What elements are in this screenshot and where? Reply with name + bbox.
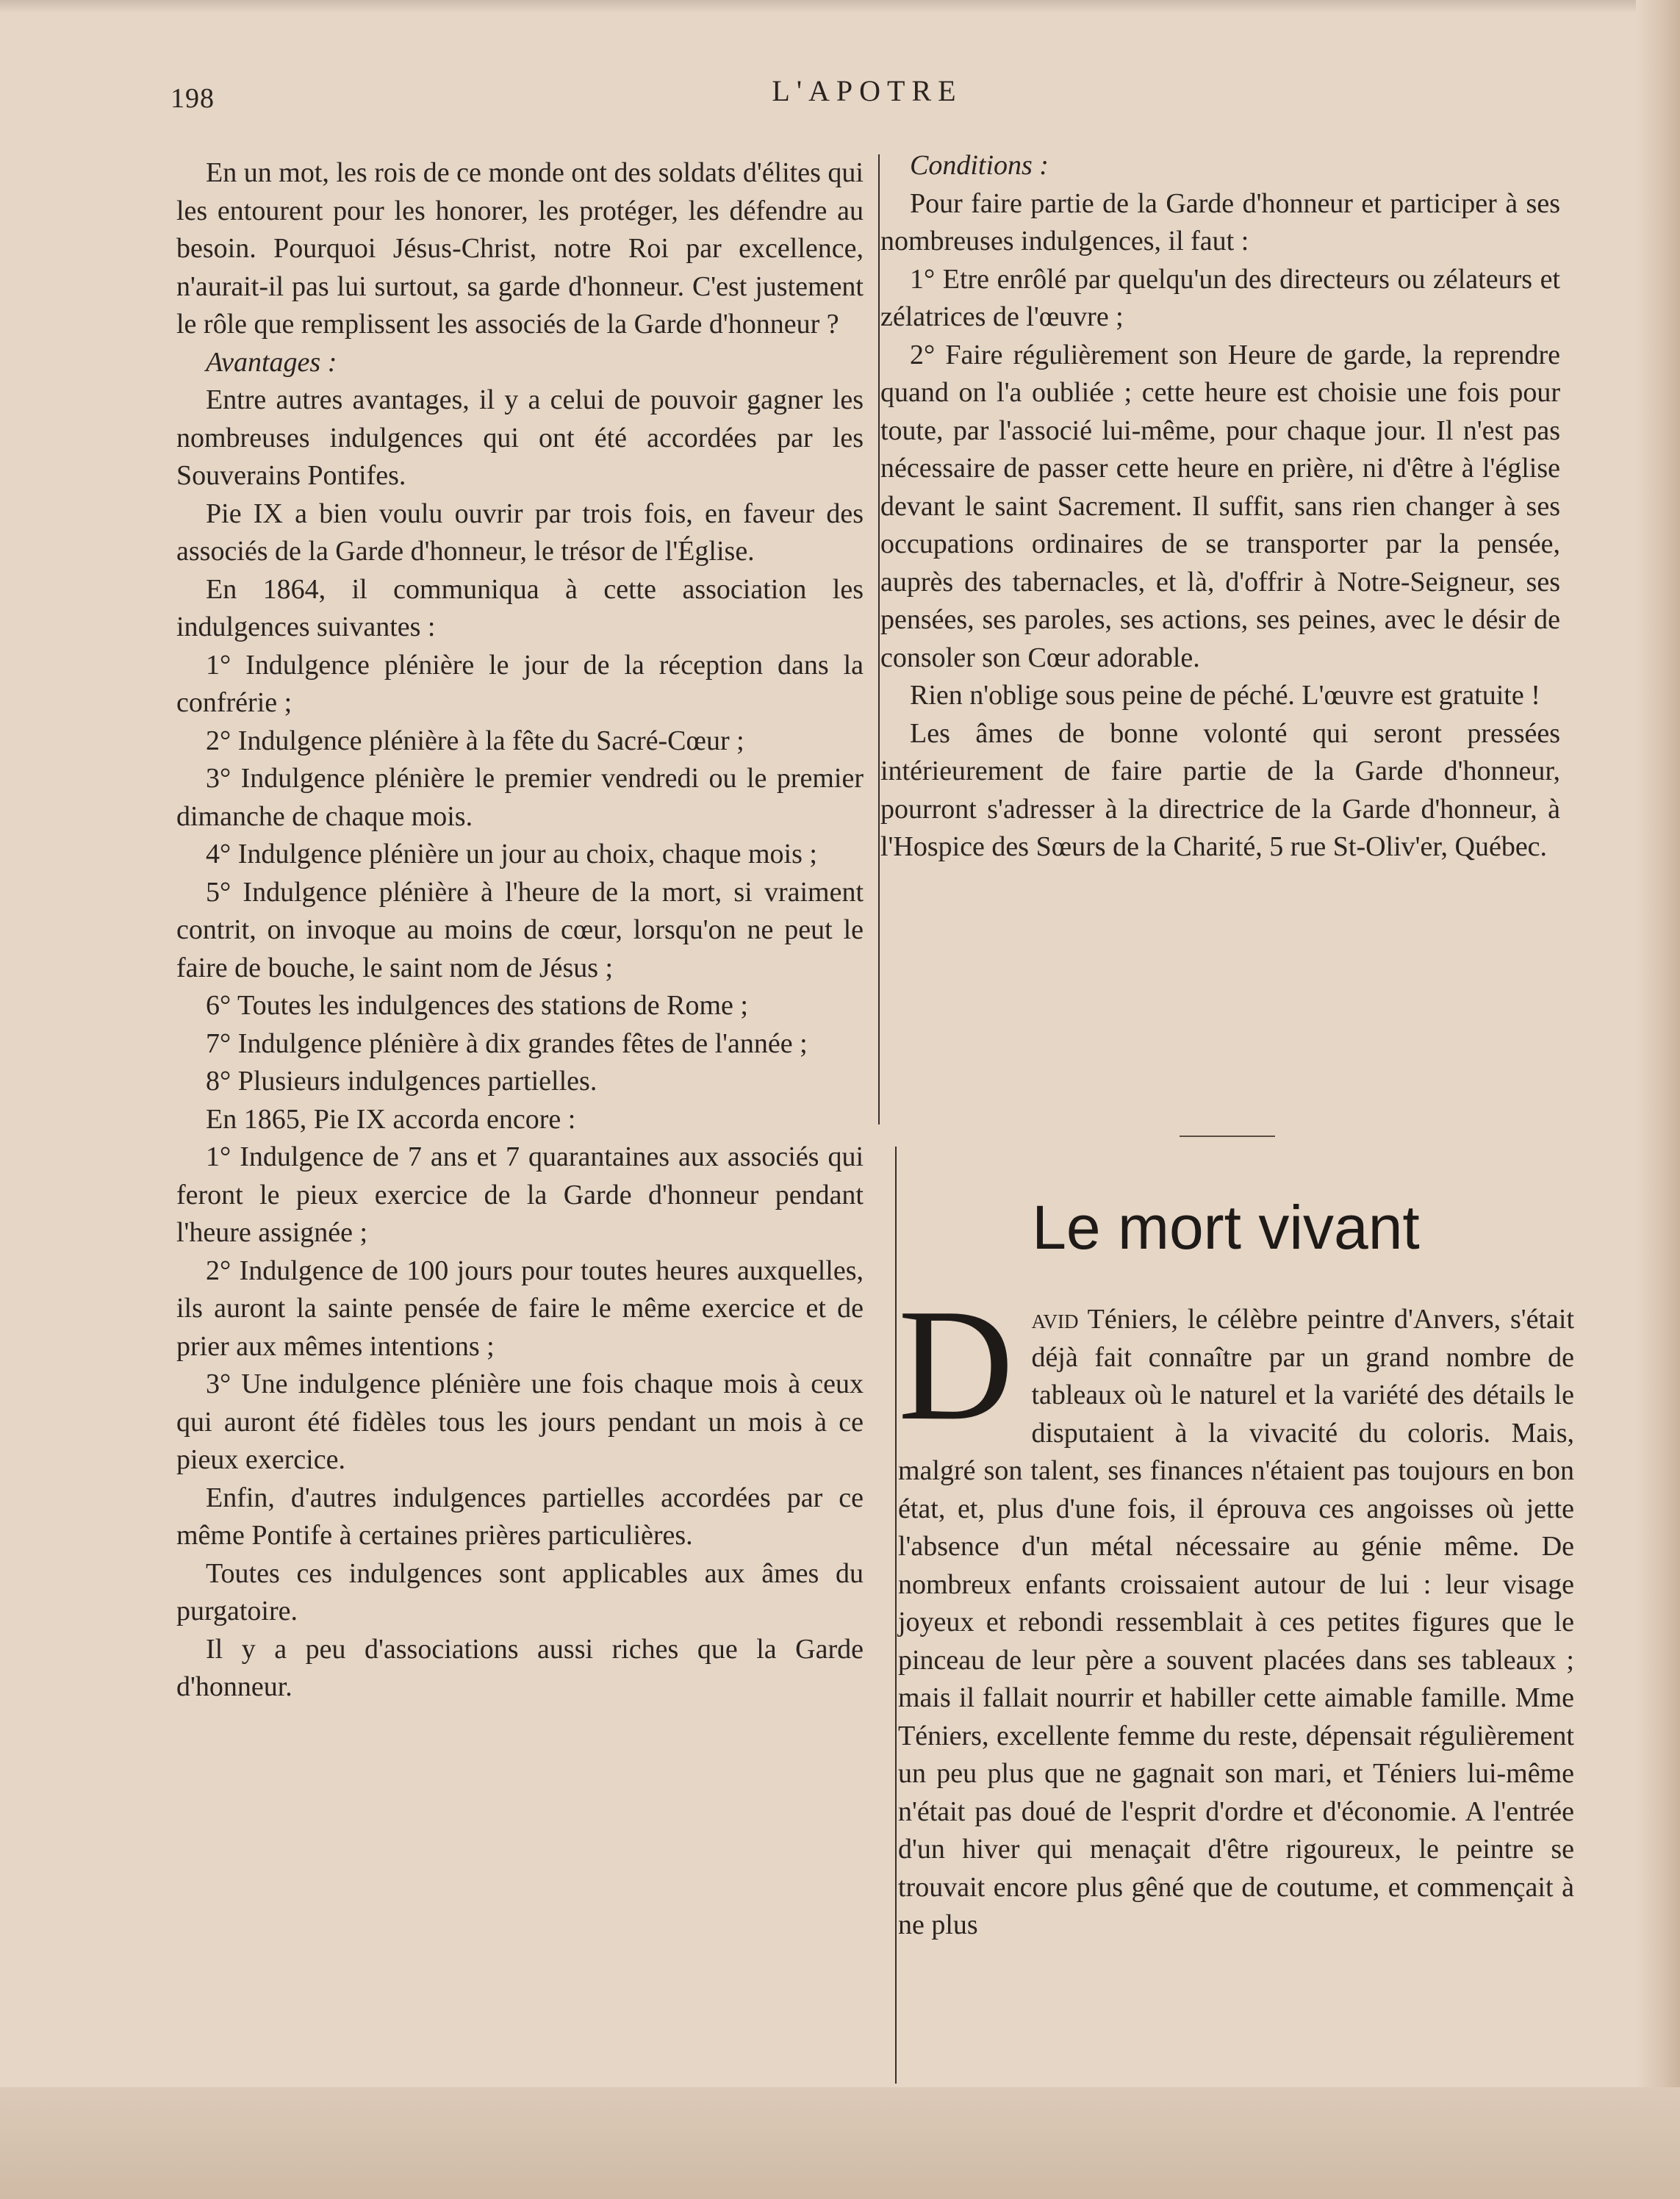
- paragraph: Toutes ces indulgences sont applicables aux âmes du purgatoire.: [176, 1557, 864, 1626]
- paragraph: Pie IX a bien voulu ouvrir par trois fois, en faveur des associés de la Garde d'honneur, le trésor de l'Église.: [176, 498, 864, 567]
- paragraph: Rien n'oblige sous peine de péché. L'œuvre est gratuite !: [910, 680, 1540, 711]
- list-item: 5° Indulgence plénière à l'heure de la mort, si vraiment contrit, on invoque au moins de cœur, lorsqu'on ne peut le faire de bouche, le saint nom de Jésus ;: [176, 876, 864, 983]
- paragraph: Pour faire partie de la Garde d'honneur et participer à ses nombreuses indulgences, il faut :: [880, 187, 1560, 257]
- paragraph: Il y a peu d'associations aussi riches que la Garde d'honneur.: [176, 1633, 864, 1702]
- list-item: 7° Indulgence plénière à dix grandes fêtes de l'année ;: [206, 1027, 808, 1059]
- column-divider: [878, 154, 880, 1124]
- right-column-conditions: [880, 147, 1560, 867]
- paragraph: Les âmes de bonne volonté qui seront pressées intérieurement de faire partie de la Garde d'honneur, pourront s'adresser à la directrice de la Garde d'honneur, à l'Hospice des Sœurs de la Charité, 5 rue St-Oliv'er, Québec.: [880, 717, 1560, 862]
- list-item: 4° Indulgence plénière un jour au choix, chaque mois ;: [206, 839, 817, 869]
- list-item: 3° Indulgence plénière le premier vendredi ou le premier dimanche de chaque mois.: [176, 763, 864, 832]
- drop-cap: D: [898, 1277, 1014, 1454]
- article-body: [898, 1277, 1574, 1945]
- paragraph: Enfin, d'autres indulgences partielles accordées par ce même Pontife à certaines prières particulières.: [176, 1482, 864, 1551]
- paragraph: En 1865, Pie IX accorda encore :: [206, 1103, 576, 1135]
- page-number: 198: [170, 83, 215, 114]
- column-divider: [895, 1147, 897, 2084]
- article-text: Téniers, le célèbre peintre d'Anvers, s'était déjà fait connaître par un grand nombre de tableaux où le naturel et la variété des détails le disputaient à la vivacité du coloris. Mais, malgré son talent, ses finances n'étaient pas toujours en bon état, et, plus d'une fois, il éprouva ces angoisses où jette l'absence d'un métal nécessaire au génie même. De nombreux enfants croissaient autour de lui : leur visage joyeux et rebondi ressemblait à ces petites figures que le pinceau de leur père a souvent placées dans ses tableaux ; mais il fallait nourrir et habiller cette aimable famille. Mme Téniers, excellente femme du reste, dépensait régulièrement un peu plus que ne gagnait son mari, et Téniers lui-même n'était pas doué de l'esprit d'ordre et d'économie. A l'entrée d'un hiver qui menaçait d'être rigoureux, le peintre se trouvait encore plus gêné que de coutume, et commençait à ne plus: [898, 1304, 1574, 1940]
- section-separator: [1180, 1136, 1275, 1137]
- page-header: [0, 73, 1680, 118]
- list-item: 3° Une indulgence plénière une fois chaque mois à ceux qui auront été fidèles tous les jours pendant un mois à ce pieux exercice.: [176, 1368, 864, 1475]
- paragraph: En un mot, les rois de ce monde ont des soldats d'élites qui les entourent pour les honorer, les protéger, les défendre au besoin. Pourquoi Jésus-Christ, notre Roi par excellence, n'aurait-il pas lui surtout, sa garde d'honneur. C'est justement le rôle que remplissent les associés de la Garde d'honneur ?: [176, 157, 864, 340]
- left-column: [176, 154, 864, 1707]
- running-title: L'APOTRE: [772, 74, 963, 107]
- page-top-edge: [0, 0, 1680, 13]
- list-item: 2° Indulgence plénière à la fête du Sacré-Cœur ;: [206, 725, 744, 756]
- list-item: 1° Indulgence plénière le jour de la réception dans la confrérie ;: [176, 649, 864, 718]
- list-item: 1° Etre enrôlé par quelqu'un des directeurs ou zélateurs et zélatrices de l'œuvre ;: [880, 263, 1560, 332]
- paragraph: Entre autres avantages, il y a celui de pouvoir gagner les nombreuses indulgences qui ont été accordées par les Souverains Pontifes.: [176, 384, 864, 491]
- list-item: 8° Plusieurs indulgences partielles.: [206, 1066, 597, 1097]
- list-item: 2° Faire régulièrement son Heure de garde, la reprendre quand on l'a oubliée ; cette heure est choisie une fois pour toute, par l'associé lui-même, pour chaque jour. Il n'est pas nécessaire de passer cette heure en prière, ni d'être à l'église devant le saint Sacrement. Il suffit, sans rien changer à ses occupations ordinaires de se transporter par la pensée, auprès des tabernacles, et là, d'offrir à Notre-Seigneur, ses pensées, ses paroles, ses actions, ses peines, avec le désir de consoler son Cœur adorable.: [880, 339, 1560, 673]
- first-word: avid: [1031, 1304, 1079, 1335]
- list-item: 2° Indulgence de 100 jours pour toutes heures auxquelles, ils auront la sainte pensée de faire le même exercice et de prier aux mêmes intentions ;: [176, 1255, 864, 1362]
- article-paragraph: [898, 1277, 1574, 1945]
- list-item: 6° Toutes les indulgences des stations de Rome ;: [206, 990, 748, 1021]
- list-item: 1° Indulgence de 7 ans et 7 quarantaines aux associés qui feront le pieux exercice de la Garde d'honneur pendant l'heure assignée ;: [176, 1141, 864, 1248]
- page-right-edge: [1636, 0, 1680, 2199]
- section-label-avantages: Avantages :: [206, 346, 337, 378]
- section-label-conditions: Conditions :: [910, 150, 1049, 181]
- page-bottom-margin: [0, 2087, 1680, 2199]
- article-title: Le mort vivant: [1032, 1193, 1420, 1262]
- paragraph: En 1864, il communiqua à cette association les indulgences suivantes :: [176, 573, 864, 642]
